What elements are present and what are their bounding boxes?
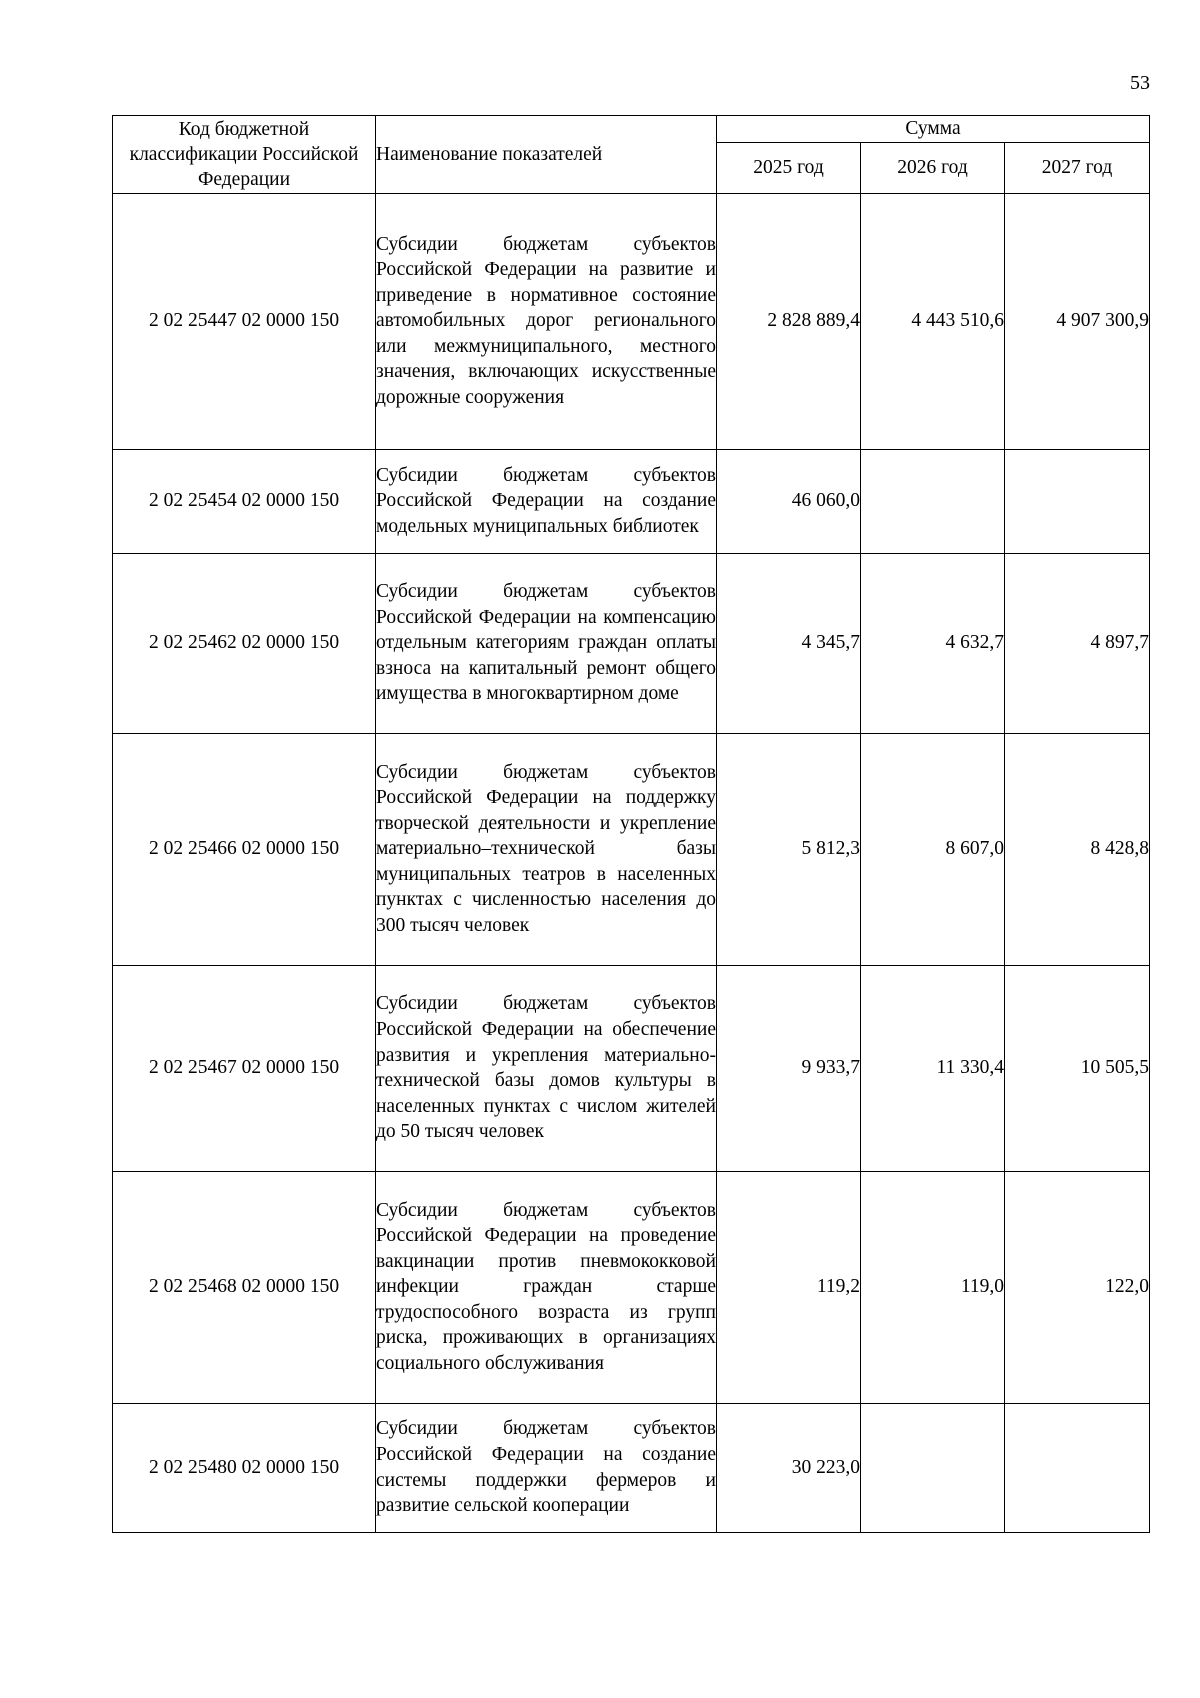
row-value-2026: 8 607,0 (861, 733, 1005, 965)
row-code: 2 02 25454 02 0000 150 (113, 449, 376, 553)
table-row (113, 553, 1150, 733)
row-code: 2 02 25447 02 0000 150 (113, 193, 376, 449)
row-value-2026 (861, 449, 1005, 553)
budget-table (112, 115, 1150, 1533)
row-code: 2 02 25462 02 0000 150 (113, 553, 376, 733)
row-name: Субсидии бюджетам субъектов Российской Федерации на создание системы поддержки фермеров и развитие сельской кооперации (376, 1403, 717, 1532)
header-sum: Сумма (717, 116, 1150, 143)
page-number: 53 (1130, 72, 1150, 94)
row-value-2027: 122,0 (1005, 1171, 1150, 1403)
row-value-2026: 4 443 510,6 (861, 193, 1005, 449)
row-code: 2 02 25467 02 0000 150 (113, 965, 376, 1171)
row-value-2025: 119,2 (717, 1171, 861, 1403)
row-value-2025: 9 933,7 (717, 965, 861, 1171)
row-name: Субсидии бюджетам субъектов Российской Федерации на развитие и приведение в нормативное состояние автомобильных дорог регионального или межмуниципального, местного значения, включающих искусственные дорожные сооружения (376, 193, 717, 449)
header-code: Код бюджетной классификации Российской Федерации (113, 116, 376, 194)
header-year-2026: 2026 год (861, 142, 1005, 193)
row-code: 2 02 25468 02 0000 150 (113, 1171, 376, 1403)
table-row (113, 1171, 1150, 1403)
row-name: Субсидии бюджетам субъектов Российской Федерации на обеспечение развития и укрепления материально-технической базы домов культуры в населенных пунктах с числом жителей до 50 тысяч человек (376, 965, 717, 1171)
row-value-2027: 10 505,5 (1005, 965, 1150, 1171)
row-code: 2 02 25480 02 0000 150 (113, 1403, 376, 1532)
row-value-2025: 2 828 889,4 (717, 193, 861, 449)
header-name: Наименование показателей (376, 116, 717, 194)
row-value-2026: 119,0 (861, 1171, 1005, 1403)
row-value-2025: 5 812,3 (717, 733, 861, 965)
table-row (113, 1403, 1150, 1532)
row-name: Субсидии бюджетам субъектов Российской Федерации на компенсацию отдельным категориям граждан оплаты взноса на капитальный ремонт общего имущества в многоквартирном доме (376, 553, 717, 733)
table-header (113, 116, 1150, 194)
row-value-2025: 46 060,0 (717, 449, 861, 553)
row-value-2027: 8 428,8 (1005, 733, 1150, 965)
row-name: Субсидии бюджетам субъектов Российской Федерации на создание модельных муниципальных библиотек (376, 449, 717, 553)
row-value-2027: 4 907 300,9 (1005, 193, 1150, 449)
row-value-2027: 4 897,7 (1005, 553, 1150, 733)
row-name: Субсидии бюджетам субъектов Российской Федерации на проведение вакцинации против пневмококковой инфекции граждан старше трудоспособного возраста из групп риска, проживающих в организациях социального обслуживания (376, 1171, 717, 1403)
table-row (113, 449, 1150, 553)
row-value-2026: 11 330,4 (861, 965, 1005, 1171)
row-value-2025: 30 223,0 (717, 1403, 861, 1532)
header-year-2025: 2025 год (717, 142, 861, 193)
row-value-2026: 4 632,7 (861, 553, 1005, 733)
table-row (113, 733, 1150, 965)
row-value-2027 (1005, 1403, 1150, 1532)
row-value-2025: 4 345,7 (717, 553, 861, 733)
row-value-2026 (861, 1403, 1005, 1532)
row-name: Субсидии бюджетам субъектов Российской Федерации на поддержку творческой деятельности и укрепление материально–технической базы муниципальных театров в населенных пунктах с численностью населения до 300 тысяч человек (376, 733, 717, 965)
header-year-2027: 2027 год (1005, 142, 1150, 193)
table-row (113, 965, 1150, 1171)
row-value-2027 (1005, 449, 1150, 553)
table-row (113, 193, 1150, 449)
row-code: 2 02 25466 02 0000 150 (113, 733, 376, 965)
